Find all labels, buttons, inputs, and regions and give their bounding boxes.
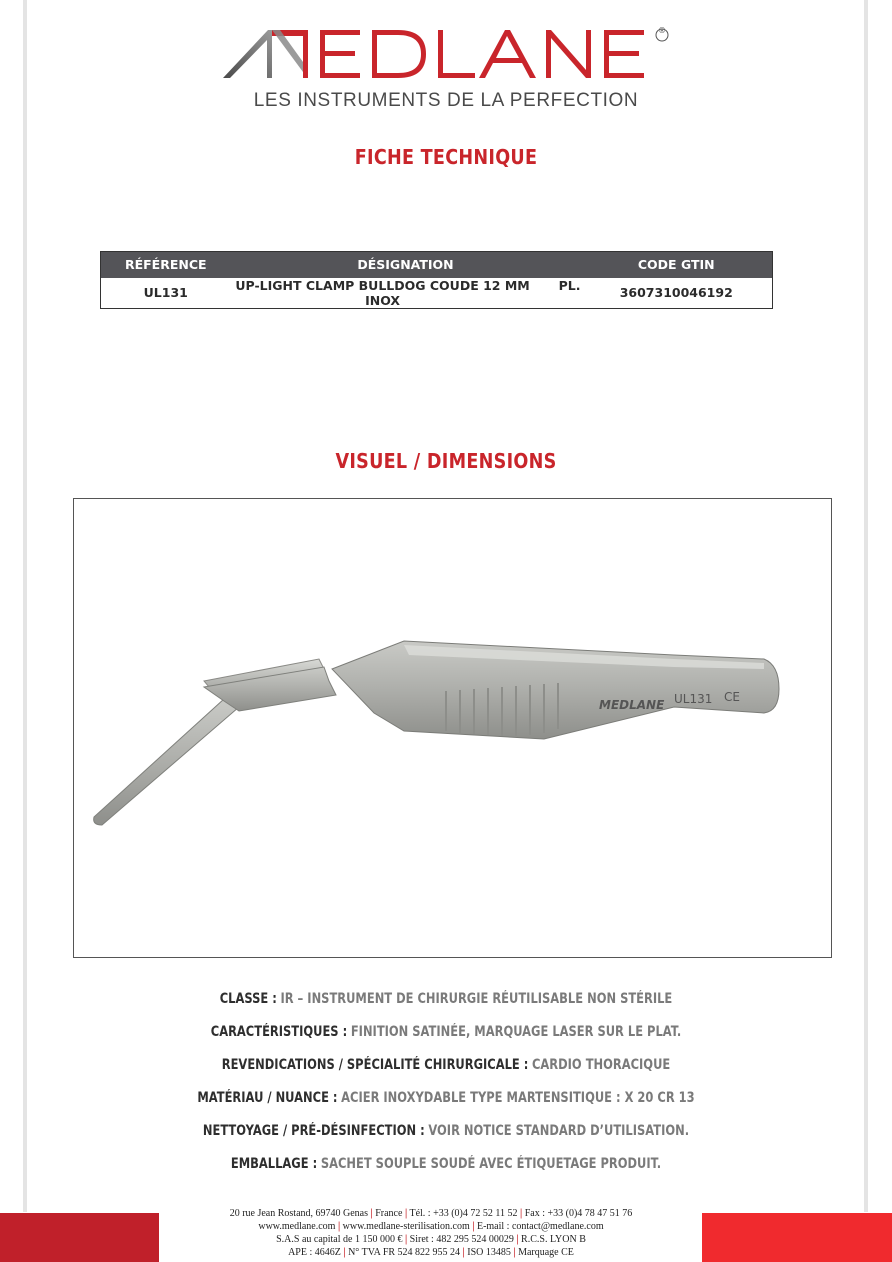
engraving-ce: CE — [724, 690, 740, 704]
spec-label: NETTOYAGE / PRÉ-DÉSINFECTION : — [202, 1123, 425, 1139]
company-footer — [160, 1207, 702, 1259]
footer-iso: ISO 13485 — [467, 1247, 511, 1258]
footer-country: France — [375, 1208, 403, 1219]
registered-mark: ® — [658, 26, 666, 35]
spec-label: MATÉRIAU / NUANCE : — [197, 1090, 338, 1106]
spec-label: CLASSE : — [219, 991, 277, 1007]
cell-reference: UL131 — [101, 278, 231, 309]
designation-suffix: PL. — [558, 277, 581, 293]
footer-red-bar-right — [702, 1213, 892, 1262]
footer-separator: | — [462, 1247, 465, 1258]
engraving-brand: MEDLANE — [599, 698, 665, 712]
footer-separator: | — [516, 1234, 519, 1245]
spec-caracteristiques — [80, 1018, 811, 1051]
cell-gtin: 3607310046192 — [581, 278, 773, 309]
footer-line-web — [160, 1220, 702, 1233]
reference-table — [100, 251, 773, 309]
brand-tagline: LES INSTRUMENTS DE LA PERFECTION — [253, 90, 639, 111]
footer-capital: S.A.S au capital de 1 150 000 € — [276, 1234, 403, 1245]
spec-value: IR – INSTRUMENT DE CHIRURGIE RÉUTILISABLE NON STÉRILE — [280, 991, 673, 1007]
table-row — [101, 278, 773, 309]
footer-tva: N° TVA FR 524 822 955 24 — [348, 1247, 461, 1258]
spec-label: REVENDICATIONS / SPÉCIALITÉ CHIRURGICALE : — [221, 1057, 529, 1073]
spec-value: ACIER INOXYDABLE TYPE MARTENSITIQUE : X 20 CR 13 — [341, 1090, 695, 1106]
visuel-dimensions-title: VISUEL / DIMENSIONS — [335, 449, 557, 473]
footer-ape: APE : 4646Z — [288, 1247, 341, 1258]
footer-ce-marking: Marquage CE — [518, 1247, 574, 1258]
spec-value: CARDIO THORACIQUE — [531, 1057, 671, 1073]
footer-sterilisation-link[interactable]: www.medlane-sterilisation.com — [342, 1221, 470, 1232]
cell-designation — [231, 278, 581, 309]
fiche-technique-title: FICHE TECHNIQUE — [354, 145, 538, 169]
footer-email-link[interactable]: E-mail : contact@medlane.com — [476, 1221, 604, 1232]
spec-classe — [80, 985, 811, 1018]
footer-siret: Siret : 482 295 524 00029 — [409, 1234, 514, 1245]
footer-line-legal — [160, 1233, 702, 1246]
footer-separator: | — [343, 1247, 346, 1258]
bulldog-clamp-image — [74, 499, 830, 956]
spec-materiau — [80, 1084, 811, 1117]
spec-emballage — [80, 1150, 811, 1183]
footer-rcs: R.C.S. LYON B — [521, 1234, 586, 1245]
spec-nettoyage — [80, 1117, 811, 1150]
engraving-ref: UL131 — [674, 692, 713, 706]
footer-website-link[interactable]: www.medlane.com — [258, 1221, 336, 1232]
spec-value: VOIR NOTICE STANDARD D’UTILISATION. — [428, 1123, 690, 1139]
spec-label: CARACTÉRISTIQUES : — [210, 1024, 348, 1040]
footer-separator: | — [520, 1208, 523, 1219]
footer-fax: Fax : +33 (0)4 78 47 51 76 — [524, 1208, 633, 1219]
footer-line-codes — [160, 1246, 702, 1259]
spec-label: EMBALLAGE : — [230, 1156, 318, 1172]
footer-separator: | — [513, 1247, 516, 1258]
specifications-list — [0, 985, 892, 1183]
table-header-row — [101, 252, 773, 278]
product-visual-frame — [73, 498, 832, 958]
spec-value: SACHET SOUPLE SOUDÉ AVEC ÉTIQUETAGE PRODUIT. — [320, 1156, 662, 1172]
footer-line-address — [160, 1207, 702, 1220]
footer-separator: | — [404, 1234, 408, 1245]
footer-separator: | — [404, 1208, 408, 1219]
footer-red-bar-left — [0, 1213, 159, 1262]
designation-text: UP-LIGHT CLAMP BULLDOG COUDE 12 MM INOX — [235, 277, 530, 308]
header-reference: RÉFÉRENCE — [101, 252, 231, 278]
medlane-logo — [220, 22, 680, 92]
footer-separator: | — [337, 1221, 341, 1232]
footer-phone: Tél. : +33 (0)4 72 52 11 52 — [409, 1208, 518, 1219]
header-gtin: CODE GTIN — [581, 252, 773, 278]
spec-revendications — [80, 1051, 811, 1084]
spec-value: FINITION SATINÉE, MARQUAGE LASER SUR LE PLAT. — [350, 1024, 682, 1040]
footer-address: 20 rue Jean Rostand, 69740 Genas — [229, 1208, 369, 1219]
header-designation: DÉSIGNATION — [231, 252, 581, 278]
footer-separator: | — [472, 1221, 475, 1232]
footer-separator: | — [370, 1208, 373, 1219]
